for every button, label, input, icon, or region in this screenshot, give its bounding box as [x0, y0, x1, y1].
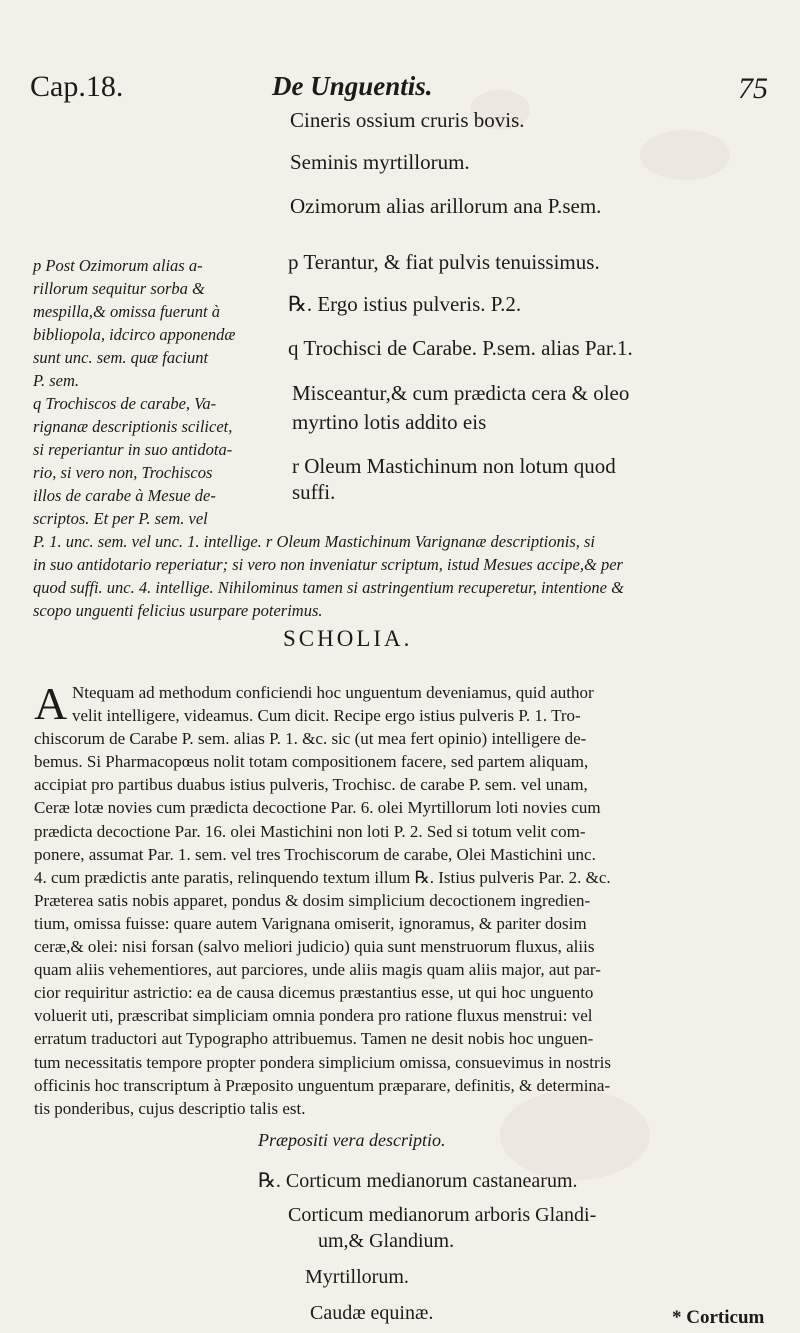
page-title: De Unguentis. [272, 71, 433, 101]
footnote-line: quod suffi. unc. 4. intellige. Nihilominus tamen si astringentium recuperetur, intentione & [33, 578, 624, 597]
scholia-line: tis ponderibus, cujus descriptio talis est. [34, 1098, 306, 1118]
ingredient-line: Misceantur,& cum prædicta cera & oleo [292, 381, 630, 405]
scholia-line: prædicta decoctione Par. 16. olei Mastichini non loti P. 2. Sed si totum velit com- [34, 821, 586, 841]
scholia-line: Ntequam ad methodum conficiendi hoc unguentum deveniamus, quid author [72, 683, 594, 702]
scholia-line: Ceræ lotæ novies cum prædicta decoctione Par. 6. olei Myrtillorum loti novies cum [34, 798, 601, 818]
margin-note-line: mespilla,& omissa fuerunt à [33, 302, 221, 321]
ingredient-line: p Terantur, & fiat pulvis tenuissimus. [288, 250, 600, 274]
paper-stain [640, 130, 730, 180]
scholia-line: cior requiritur astrictio: ea de causa dicemus præstantius esse, ut qui hoc unguento [34, 983, 594, 1003]
scholia-line: bemus. Si Pharmacopœus nolit totam compositionem facere, sed partem aliquam, [34, 752, 589, 772]
ingredient-line: Seminis myrtillorum. [290, 150, 470, 174]
scholia-line: accipiat pro partibus duabus istius pulveris, Trochisc. de carabe P. sem. vel unam, [34, 775, 588, 795]
margin-note [33, 254, 283, 530]
ingredient-line: myrtino lotis addito eis [292, 410, 487, 434]
margin-note-line: rignanæ descriptionis scilicet, [33, 417, 233, 436]
catchword: * Corticum [672, 1307, 765, 1328]
ingredient-line: ℞. Ergo istius pulveris. P.2. [288, 292, 522, 316]
margin-note-line: illos de carabe à Mesue de- [33, 486, 216, 505]
scholia-line: erratum traductori aut Typographo attribuemus. Tamen ne desit nobis hoc unguen- [34, 1029, 594, 1049]
drop-cap: A [34, 678, 68, 729]
margin-note-line: scriptos. Et per P. sem. vel [33, 509, 208, 528]
recipe-line: Corticum medianorum arboris Glandi- [288, 1204, 597, 1226]
margin-note-line: P. sem. [33, 371, 79, 390]
recipe-line: Myrtillorum. [305, 1266, 409, 1288]
scholia-line: voluerit uti, præscribat simpliciam omnia pondera pro ratione fluxus menstrui: vel [34, 1006, 593, 1026]
recipe-line: Caudæ equinæ. [310, 1302, 434, 1324]
footnote-line: in suo antidotario reperiatur; si vero non inveniatur scriptum, istud Mesues accipe,& per [33, 555, 623, 574]
page-number: 75 [738, 72, 768, 105]
scholia-line: Præterea satis nobis apparet, pondus & dosim simplicium decoctionem ingredien- [34, 890, 591, 910]
footnote-line: P. 1. unc. sem. vel unc. 1. intellige. r Oleum Mastichinum Varignanæ descriptionis, si [33, 532, 596, 551]
scholia-line: 4. cum prædictis ante paratis, relinquendo textum illum ℞. Istius pulveris Par. 2. &c. [34, 867, 611, 887]
scholia-line: chiscorum de Carabe P. sem. alias P. 1. &c. sic (ut mea fert opinio) intelligere de- [34, 729, 587, 749]
footnote-block [33, 530, 773, 622]
scholia-line: ponere, assumat Par. 1. sem. vel tres Trochiscorum de carabe, Olei Mastichini unc. [34, 844, 596, 864]
scholia-heading: SCHOLIA. [283, 626, 413, 651]
ingredient-line: Ozimorum alias arillorum ana P.sem. [290, 194, 602, 218]
scholia-line: ceræ,& olei: nisi forsan (salvo meliori judicio) quia sunt menstruorum fluxus, aliis [34, 937, 595, 957]
scholia-line: officinis hoc transcriptum à Præposito unguentum præparare, definitis, & determina- [34, 1075, 611, 1095]
margin-note-line: sunt unc. sem. quæ faciunt [33, 348, 209, 367]
ingredient-line: q Trochisci de Carabe. P.sem. alias Par.1. [288, 336, 633, 360]
scholia-line: velit intelligere, videamus. Cum dicit. Recipe ergo istius pulveris P. 1. Tro- [72, 706, 581, 726]
footnote-line: scopo unguenti felicius usurpare poterimus. [33, 601, 323, 620]
ingredient-line: Cineris ossium cruris bovis. [290, 108, 525, 132]
margin-note-line: q Trochiscos de carabe, Va- [33, 394, 217, 413]
scholia-line: tum necessitatis tempore propter pondera simplicium omissa, consuevimus in nostris [34, 1052, 611, 1072]
scholia-line: tium, omissa fuisse: quare autem Varignana omiserit, ignoramus, & pariter dosim [34, 913, 587, 933]
recipe-line: um,& Glandium. [318, 1230, 455, 1252]
chapter-heading: Cap.18. [30, 70, 124, 103]
recipe-heading: Præpositi vera descriptio. [258, 1130, 446, 1150]
margin-note-line: rillorum sequitur sorba & [33, 279, 205, 298]
scholia-line: quam aliis vehementiores, aut parciores, unde aliis magis quam aliis major, aut par- [34, 960, 601, 980]
recipe-line: ℞. Corticum medianorum castanearum. [258, 1170, 578, 1192]
ingredient-line: r Oleum Mastichinum non lotum quod [292, 454, 616, 478]
margin-note-line: bibliopola, idcirco apponendæ [33, 325, 236, 344]
margin-note-line: rio, si vero non, Trochiscos [33, 463, 213, 482]
scholia-body [34, 678, 774, 1120]
ingredient-line: suffi. [292, 480, 336, 504]
margin-note-line: si reperiantur in suo antidota- [33, 440, 233, 459]
margin-note-line: p Post Ozimorum alias a- [33, 256, 203, 275]
